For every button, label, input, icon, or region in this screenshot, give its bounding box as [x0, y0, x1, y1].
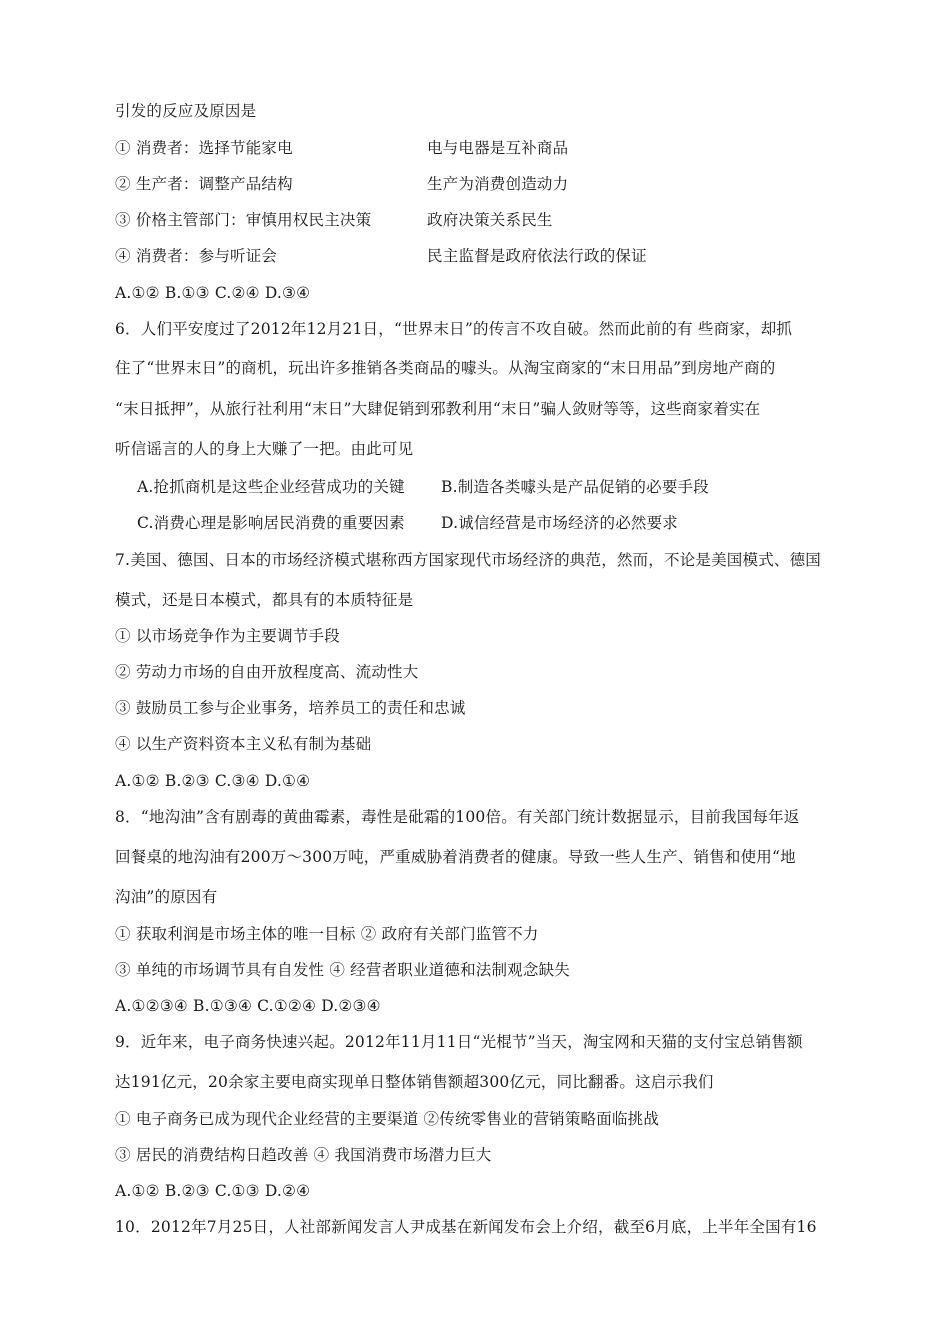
q5-row-1-right: 电与电器是互补商品 [427, 139, 569, 157]
q6-stem-line-4: 听信谣言的人的身上大赚了一把。由此可见 [115, 440, 414, 458]
q8-items-line-1: ① 获取利润是市场主体的唯一目标 ② 政府有关部门监管不力 [115, 925, 539, 943]
q8-items-line-2: ③ 单纯的市场调节具有自发性 ④ 经营者职业道德和法制观念缺失 [115, 961, 570, 979]
q9-options: A.①② B.②③ C.①③ D.②④ [115, 1182, 311, 1200]
q5-row-2-left: ② 生产者：调整产品结构 [115, 175, 293, 193]
q7-item-1: ① 以市场竞争作为主要调节手段 [115, 627, 340, 645]
q7-item-2: ② 劳动力市场的自由开放程度高、流动性大 [115, 663, 419, 681]
q8-stem-line-3: 沟油”的原因有 [115, 888, 218, 906]
q8-stem-line-2: 回餐桌的地沟油有200万～300万吨，严重威胁着消费者的健康。导致一些人生产、销售和使用“地 [115, 848, 796, 866]
q5-row-3-left: ③ 价格主管部门：审慎用权民主决策 [115, 211, 372, 229]
q5-row-4-right: 民主监督是政府依法行政的保证 [427, 247, 647, 265]
q5-row-3-right: 政府决策关系民生 [427, 211, 553, 229]
q10-stem-line-1: 10．2012年7月25日，人社部新闻发言人尹成基在新闻发布会上介绍，截至6月底，上半年全国有16 [115, 1218, 817, 1236]
q6-option-a: A.抢抓商机是这些企业经营成功的关键 [137, 478, 405, 496]
q5-options: A.①② B.①③ C.②④ D.③④ [115, 284, 311, 302]
q7-item-4: ④ 以生产资料资本主义私有制为基础 [115, 735, 372, 753]
q9-items-line-2: ③ 居民的消费结构日趋改善 ④ 我国消费市场潜力巨大 [115, 1146, 492, 1164]
q8-stem-line-1: 8．“地沟油”含有剧毒的黄曲霉素，毒性是砒霜的100倍。有关部门统计数据显示，目前我国每年返 [115, 808, 800, 826]
q7-options: A.①② B.②③ C.③④ D.①④ [115, 772, 311, 790]
q5-row-1-left: ① 消费者：选择节能家电 [115, 139, 293, 157]
q6-stem-line-2: 住了“世界末日”的商机，玩出许多推销各类商品的噱头。从淘宝商家的“末日用品”到房地产商的 [115, 359, 776, 377]
q5-stem-tail: 引发的反应及原因是 [115, 102, 257, 120]
q7-item-3: ③ 鼓励员工参与企业事务，培养员工的责任和忠诚 [115, 699, 466, 717]
q9-stem-line-1: 9．近年来，电子商务快速兴起。2012年11月11日“光棍节”当天，淘宝网和天猫的支付宝总销售额 [115, 1033, 803, 1051]
q7-stem-line-1: 7.美国、德国、日本的市场经济模式堪称西方国家现代市场经济的典范，然而，不论是美国模式、德国 [115, 551, 821, 569]
q5-row-4-left: ④ 消费者：参与听证会 [115, 247, 278, 265]
q9-items-line-1: ① 电子商务已成为现代企业经营的主要渠道 ②传统零售业的营销策略面临挑战 [115, 1110, 660, 1128]
q9-stem-line-2: 达191亿元，20余家主要电商实现单日整体销售额超300亿元，同比翻番。这启示我们 [115, 1073, 714, 1091]
q6-stem-line-1: 6．人们平安度过了2012年12月21日，“世界末日”的传言不攻自破。然而此前的有 些商家，却抓 [115, 320, 793, 338]
q7-stem-line-2: 模式，还是日本模式，都具有的本质特征是 [115, 591, 414, 609]
q6-option-c: C.消费心理是影响居民消费的重要因素 [137, 514, 405, 532]
q5-row-2-right: 生产为消费创造动力 [427, 175, 569, 193]
q6-stem-line-3: “末日抵押”，从旅行社利用“末日”大肆促销到邪教利用“末日”骗人敛财等等，这些商家着实在 [115, 400, 761, 418]
q6-option-b: B.制造各类噱头是产品促销的必要手段 [441, 478, 709, 496]
q8-options: A.①②③④ B.①③④ C.①②④ D.②③④ [115, 997, 381, 1015]
q6-option-d: D.诚信经营是市场经济的必然要求 [441, 514, 679, 532]
